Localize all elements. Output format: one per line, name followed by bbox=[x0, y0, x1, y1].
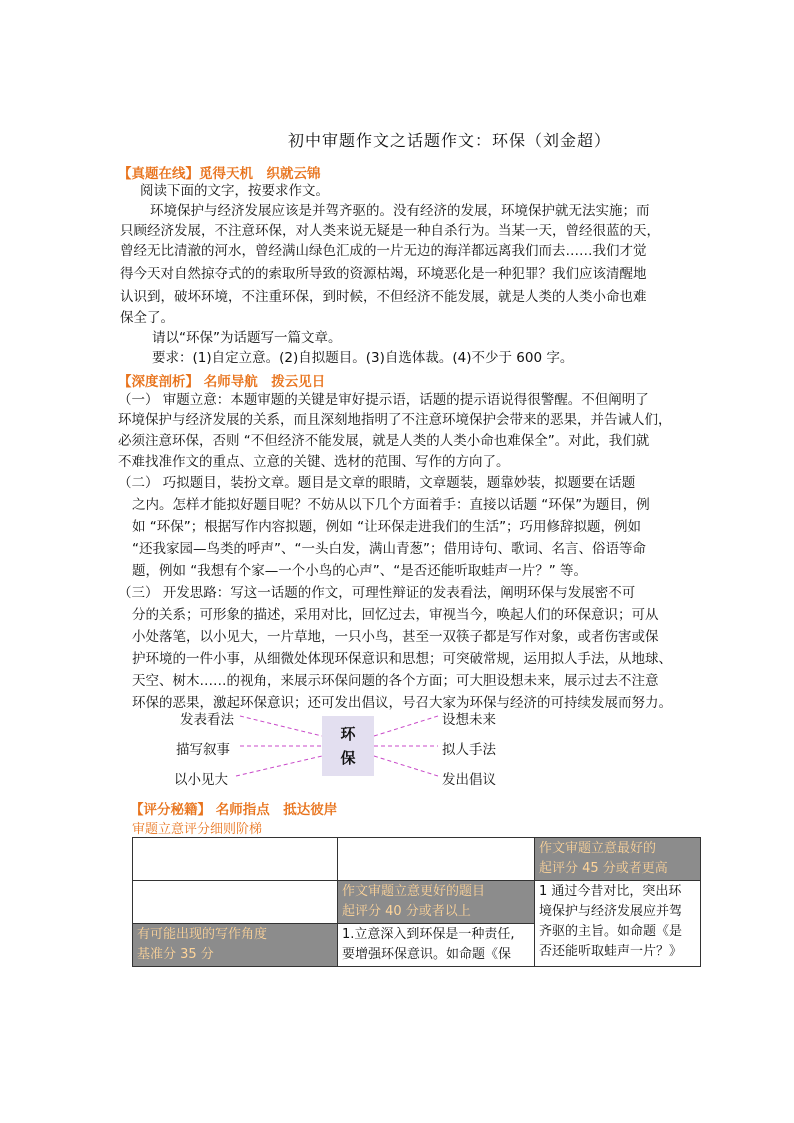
table-row bbox=[133, 838, 701, 881]
table-row bbox=[133, 881, 701, 924]
section-heading-zhenti: 【真题在线】觅得天机 织就云锦 bbox=[118, 166, 321, 182]
cell-line: 作文审题立意更好的题目 bbox=[342, 884, 486, 899]
paragraph-line: 保全了。 bbox=[120, 310, 174, 326]
table-cell-level-best bbox=[535, 838, 701, 881]
paragraph-line: 阅读下面的文字，按要求作文。 bbox=[140, 183, 329, 199]
paragraph-line: 请以“环保”为话题写一篇文章。 bbox=[152, 330, 342, 346]
cell-line: 作文审题立意最好的 bbox=[539, 841, 657, 856]
table-cell-empty bbox=[338, 838, 535, 881]
table-cell-level-better bbox=[338, 881, 535, 924]
paragraph-line: 环境保护与经济发展的关系，而且深刻地指明了不注意环境保护会带来的恶果，并告诫人们， bbox=[118, 412, 672, 428]
paragraph-line: 只顾经济发展，不注意环保，对人类来说无疑是一种自杀行为。当某一天，曾经很蓝的天， bbox=[120, 223, 660, 239]
mind-map-center-char: 环 bbox=[340, 725, 356, 743]
mind-map-right-item: 拟人手法 bbox=[442, 742, 496, 758]
paragraph-line: “还我家园—鸟类的呼声”、“一头白发，满山青葱”；借用诗句、歌词、名言、俗语等命 bbox=[132, 541, 646, 557]
cell-line: 1.立意深入到环保是一种责任, bbox=[342, 927, 515, 942]
table-caption: 审题立意评分细则阶梯 bbox=[132, 822, 263, 837]
scoring-table bbox=[132, 837, 701, 967]
paragraph-line: 得今天对自然掠夺式的的索取所导致的资源枯竭，环境恶化是一种犯罪？我们应该清醒地 bbox=[120, 266, 647, 282]
paragraph-line: 护环境的一件小事，从细微处体现环保意识和思想；可突破常规，运用拟人手法，从地球、 bbox=[132, 651, 672, 667]
table-cell-empty bbox=[133, 881, 338, 924]
mind-map-left-item: 发表看法 bbox=[180, 712, 234, 728]
page-title: 初中审题作文之话题作文：环保（刘金超） bbox=[288, 131, 612, 150]
section-heading-shendu: 【深度剖析】 名师导航 拨云见日 bbox=[118, 374, 326, 390]
mind-map bbox=[160, 704, 520, 790]
mind-map-left-item: 以小见大 bbox=[174, 772, 228, 788]
mind-map-right-item: 设想未来 bbox=[442, 712, 496, 728]
section-heading-pingfen: 【评分秘籍】 名师指点 抵达彼岸 bbox=[130, 802, 338, 818]
paragraph-line: 天空、树木……的视角，来展示环保问题的各个方面；可大胆设想未来，展示过去不注意 bbox=[132, 673, 659, 689]
paragraph-line: 之内。怎样才能拟好题目呢？不妨从以下几个方面着手：直接以话题 “环保”为题目，例 bbox=[132, 497, 650, 513]
table-cell-level-base bbox=[133, 924, 338, 967]
paragraph-line: 认识到，破坏环境，不注重环保，到时候，不但经济不能发展，就是人类的人类小命也难 bbox=[120, 289, 647, 305]
cell-line: 起评分 40 分或者以上 bbox=[342, 904, 471, 919]
mind-map-left-item: 描写叙事 bbox=[176, 742, 230, 758]
paragraph-line: 曾经无比清澈的河水，曾经满山绿色汇成的一片无边的海洋都远离我们而去……我们才觉 bbox=[120, 243, 647, 259]
paragraph-line: 不难找准作文的重点、立意的关键、选材的范围、写作的方向了。 bbox=[118, 454, 510, 470]
cell-line: 有可能出现的写作角度 bbox=[137, 927, 268, 942]
paragraph-line: 题，例如 “我想有个家—一个小鸟的心声”、“是否还能听取蛙声一片？” 等。 bbox=[132, 563, 588, 579]
cell-line: 否还能听取蛙声一片？》 bbox=[539, 944, 683, 959]
cell-line: 1 通过今昔对比，突出环 bbox=[539, 884, 682, 899]
paragraph-line: 分的关系；可形象的描述，采用对比，回忆过去，审视当今，唤起人们的环保意识；可从 bbox=[132, 607, 659, 623]
paragraph-line: 环境保护与经济发展应该是并驾齐驱的。没有经济的发展，环境保护就无法实施；而 bbox=[150, 203, 650, 219]
cell-line: 起评分 45 分或者更高 bbox=[539, 861, 668, 876]
table-cell-example-better bbox=[338, 924, 535, 967]
cell-line: 基准分 35 分 bbox=[137, 947, 214, 962]
paragraph-line: 如 “环保”；根据写作内容拟题，例如 “让环保走进我们的生活”；巧用修辞拟题，例如 bbox=[132, 519, 642, 535]
cell-line: 要增强环保意识。如命题《保 bbox=[342, 947, 512, 962]
cell-line: 齐驱的主旨。如命题《是 bbox=[539, 924, 683, 939]
paragraph-line: （一） 审题立意：本题审题的关键是审好提示语，话题的提示语说得很警醒。不但阐明了 bbox=[118, 392, 649, 408]
paragraph-line: 环保的恶果，激起环保意识；还可发出倡议，号召大家为环保与经济的可持续发展而努力。 bbox=[132, 695, 672, 711]
mind-map-right-item: 发出倡议 bbox=[442, 772, 496, 788]
paragraph-line: 要求：(1)自定立意。(2)自拟题目。(3)自选体裁。(4)不少于 600 字。 bbox=[152, 350, 574, 366]
mind-map-center-char: 保 bbox=[340, 749, 356, 767]
table-cell-empty bbox=[133, 838, 338, 881]
paragraph-line: （三） 开发思路：写这一话题的作文，可理性辩证的发表看法，阐明环保与发展密不可 bbox=[118, 585, 636, 601]
paragraph-line: 小处落笔，以小见大，一片草地，一只小鸟，甚至一双筷子都是写作对象，或者伤害或保 bbox=[132, 629, 659, 645]
paragraph-line: （二） 巧拟题目，装扮文章。题目是文章的眼睛，文章题装，题靠妙装，拟题要在话题 bbox=[118, 475, 636, 491]
mind-map-center bbox=[322, 716, 374, 776]
paragraph-line: 必须注意环保，否则 “不但经济不能发展，就是人类的人类小命也难保全”。对此，我们就 bbox=[118, 433, 650, 449]
cell-line: 境保护与经济发展应并驾 bbox=[539, 904, 683, 919]
table-cell-example-best bbox=[535, 881, 701, 967]
